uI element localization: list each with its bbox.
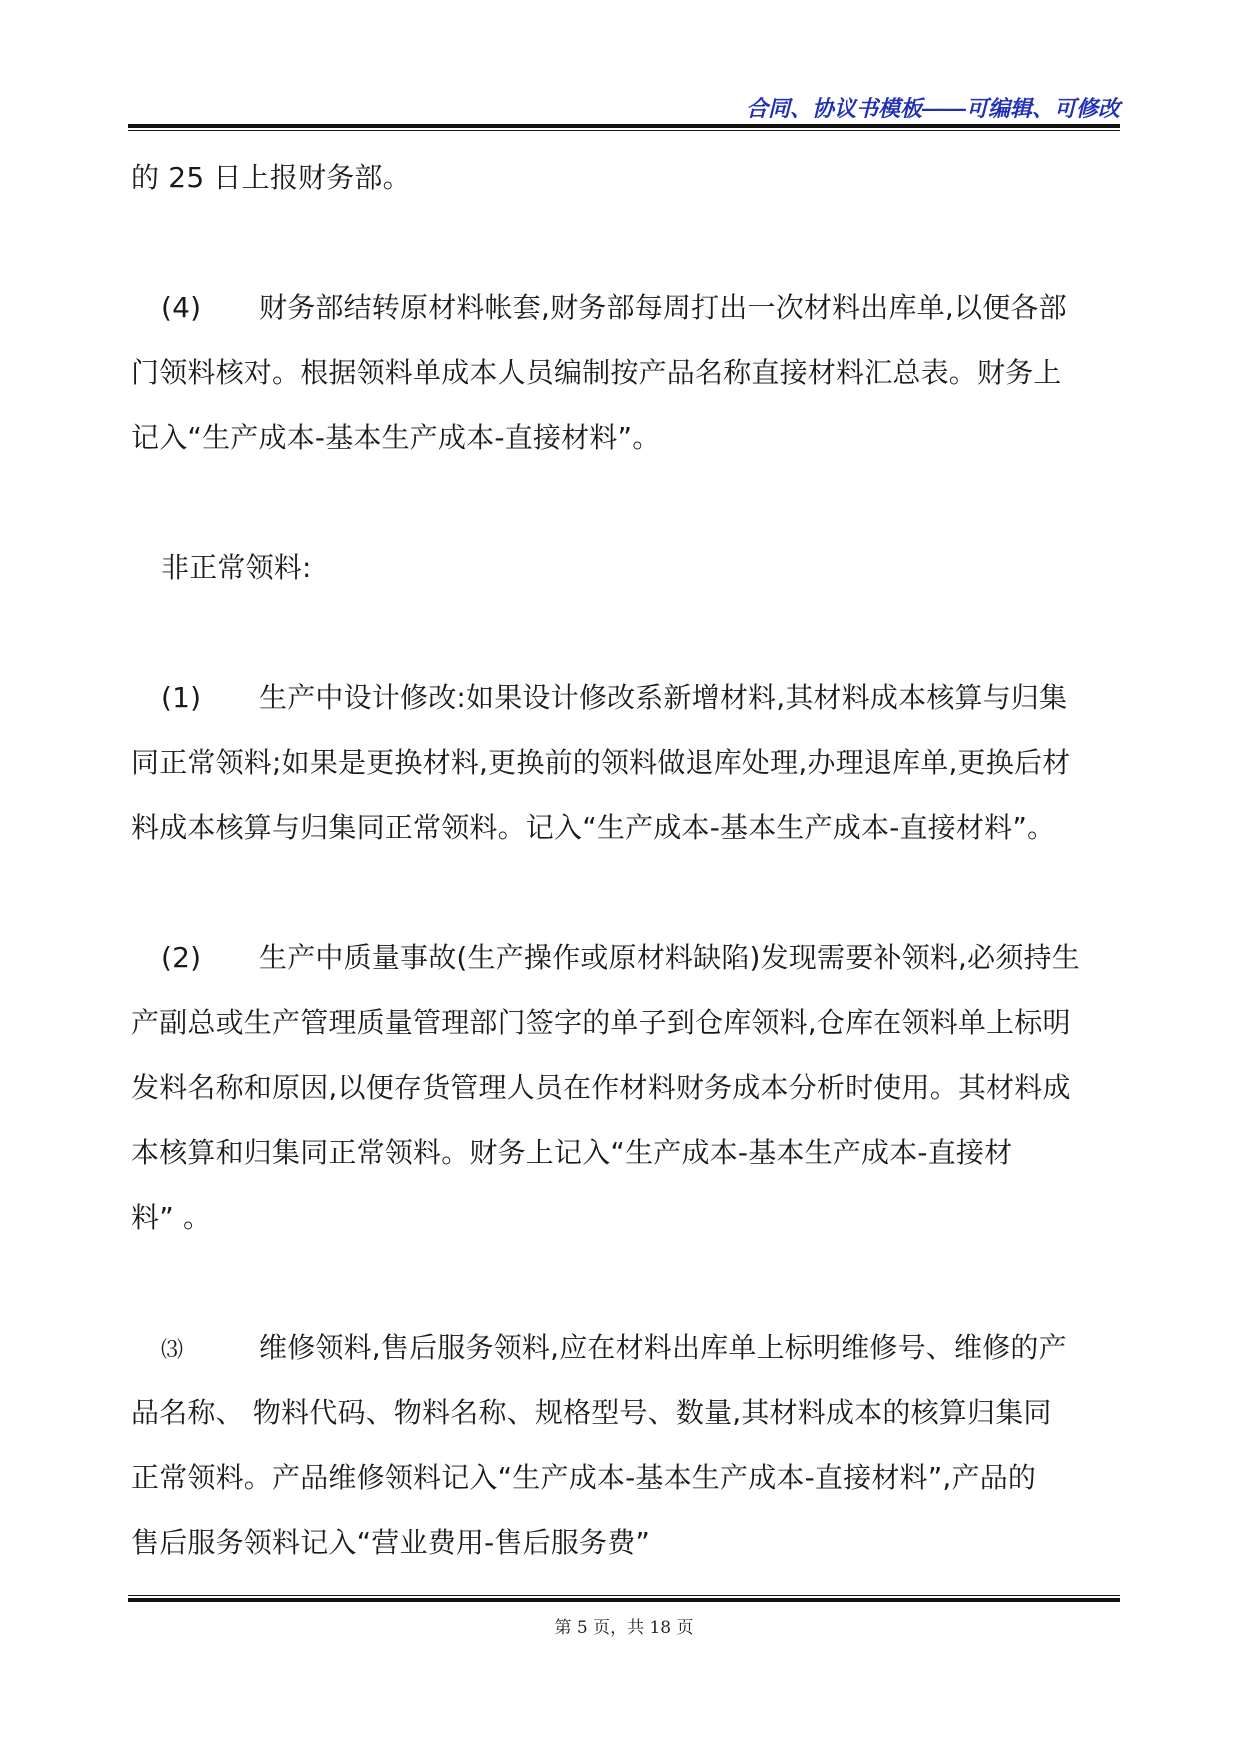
- paragraph-line: 品名称、 物料代码、物料名称、规格型号、数量,其材料成本的核算归集同: [131, 1396, 1052, 1429]
- paragraph-first-line: [131, 665, 1121, 730]
- paragraph-line: 同正常领料;如果是更换材料,更换前的领料做退库处理,办理退库单,更换后材: [131, 746, 1071, 779]
- paragraph-first-line: [131, 1315, 1121, 1380]
- item-number: (4): [161, 291, 202, 324]
- paragraph-line: 记入“生产成本-基本生产成本-直接材料”。: [131, 421, 661, 454]
- page-header: [128, 94, 1120, 131]
- section-heading: 非正常领料:: [161, 551, 312, 584]
- paragraph-line: 正常领料。产品维修领料记入“生产成本-基本生产成本-直接材料”,产品的: [131, 1461, 1037, 1494]
- paragraph-first-line: [131, 275, 1121, 340]
- paragraph-line: 料成本核算与归集同正常领料。记入“生产成本-基本生产成本-直接材料”。: [131, 811, 1056, 844]
- page-number: 第 5 页，共 18 页: [554, 1618, 694, 1638]
- item-number: (2): [161, 941, 202, 974]
- document-body: [131, 145, 1121, 1575]
- item-number: ⑶: [161, 1338, 184, 1363]
- paragraph-text: 生产中设计修改:如果设计修改系新增材料,其材料成本核算与归集: [259, 681, 1068, 714]
- paragraph-text: 生产中质量事故(生产操作或原材料缺陷)发现需要补领料,必须持生: [259, 941, 1080, 974]
- paragraph-line: 本核算和归集同正常领料。财务上记入“生产成本-基本生产成本-直接材: [131, 1136, 1013, 1169]
- paragraph-line: 门领料核对。根据领料单成本人员编制按产品名称直接材料汇总表。财务上: [131, 356, 1062, 389]
- item-number: (1): [161, 681, 202, 714]
- paragraph-line: 的 25 日上报财务部。: [131, 161, 411, 194]
- paragraph-text: 财务部结转原材料帐套,财务部每周打出一次材料出库单,以便各部: [259, 291, 1067, 324]
- paragraph-line: 产副总或生产管理质量管理部门签字的单子到仓库领料,仓库在领料单上标明: [131, 1006, 1071, 1039]
- footer-rule-thick: [128, 1598, 1120, 1602]
- header-title: 合同、协议书模板——可编辑、可修改: [745, 96, 1120, 121]
- paragraph-first-line: [131, 925, 1121, 990]
- paragraph-line: 售后服务领料记入“营业费用-售后服务费”: [131, 1526, 651, 1559]
- page-footer: [128, 1595, 1120, 1638]
- paragraph-line: 发料名称和原因,以便存货管理人员在作材料财务成本分析时使用。其材料成: [131, 1071, 1071, 1104]
- paragraph-text: 维修领料,售后服务领料,应在材料出库单上标明维修号、维修的产: [259, 1331, 1067, 1364]
- header-rule-thin: [128, 130, 1120, 131]
- paragraph-line: 料” 。: [131, 1201, 212, 1234]
